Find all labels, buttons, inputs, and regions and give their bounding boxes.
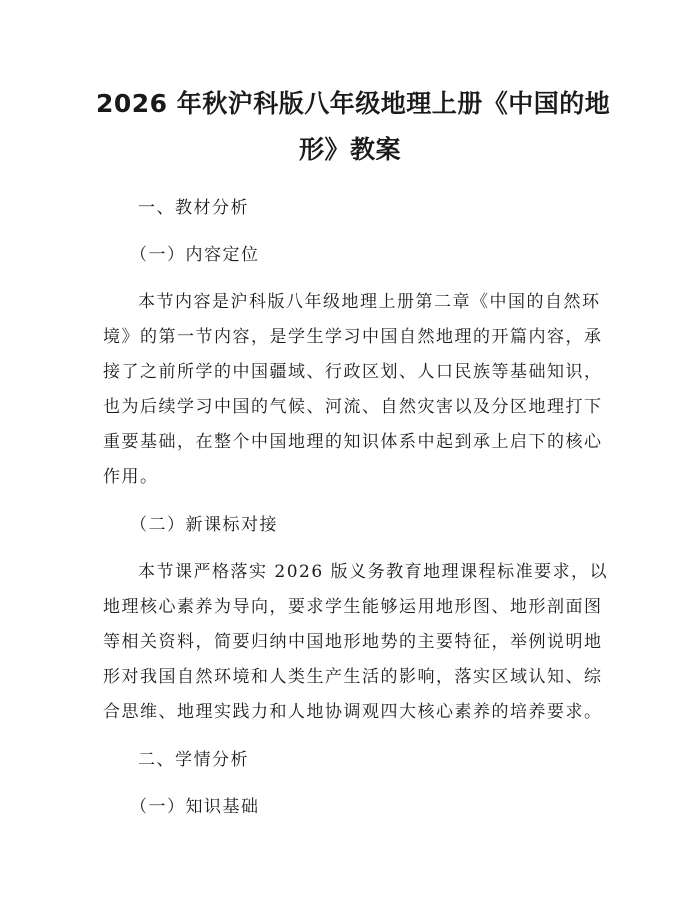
document-title-line-2: 形》教案: [298, 135, 401, 164]
paragraph-line: 本节内容是沪科版八年级地理上册第二章《中国的自然环: [138, 292, 601, 312]
paragraph-line: 形对我国自然环境和人类生产生活的影响，落实区域认知、综: [103, 667, 603, 687]
paragraph-line: 境》的第一节内容，是学生学习中国自然地理的开篇内容，承: [103, 327, 603, 347]
paragraph-line: 也为后续学习中国的气候、河流、自然灾害以及分区地理打下: [103, 397, 603, 417]
subsection-heading-content-positioning: （一）内容定位: [130, 245, 260, 265]
document-title-line-1: 2026 年秋沪科版八年级地理上册《中国的地: [96, 89, 611, 118]
section-heading-textbook-analysis: 一、教材分析: [138, 198, 249, 218]
paragraph-line: 地理核心素养为导向，要求学生能够运用地形图、地形剖面图: [103, 597, 603, 617]
paragraph-line: 合思维、地理实践力和人地协调观四大核心素养的培养要求。: [103, 702, 603, 722]
subsection-heading-curriculum-standards: （二）新课标对接: [130, 515, 278, 535]
section-heading-student-analysis: 二、学情分析: [138, 750, 249, 770]
paragraph-line: 重要基础，在整个中国地理的知识体系中起到承上启下的核心: [103, 432, 603, 452]
paragraph-line: 本节课严格落实 2026 版义务教育地理课程标准要求，以: [138, 562, 609, 582]
paragraph-line: 等相关资料，简要归纳中国地形地势的主要特征，举例说明地: [103, 632, 603, 652]
subsection-heading-knowledge-foundation: （一）知识基础: [130, 797, 260, 817]
paragraph-line: 接了之前所学的中国疆域、行政区划、人口民族等基础知识，: [103, 362, 603, 382]
paragraph-line: 作用。: [103, 467, 159, 487]
